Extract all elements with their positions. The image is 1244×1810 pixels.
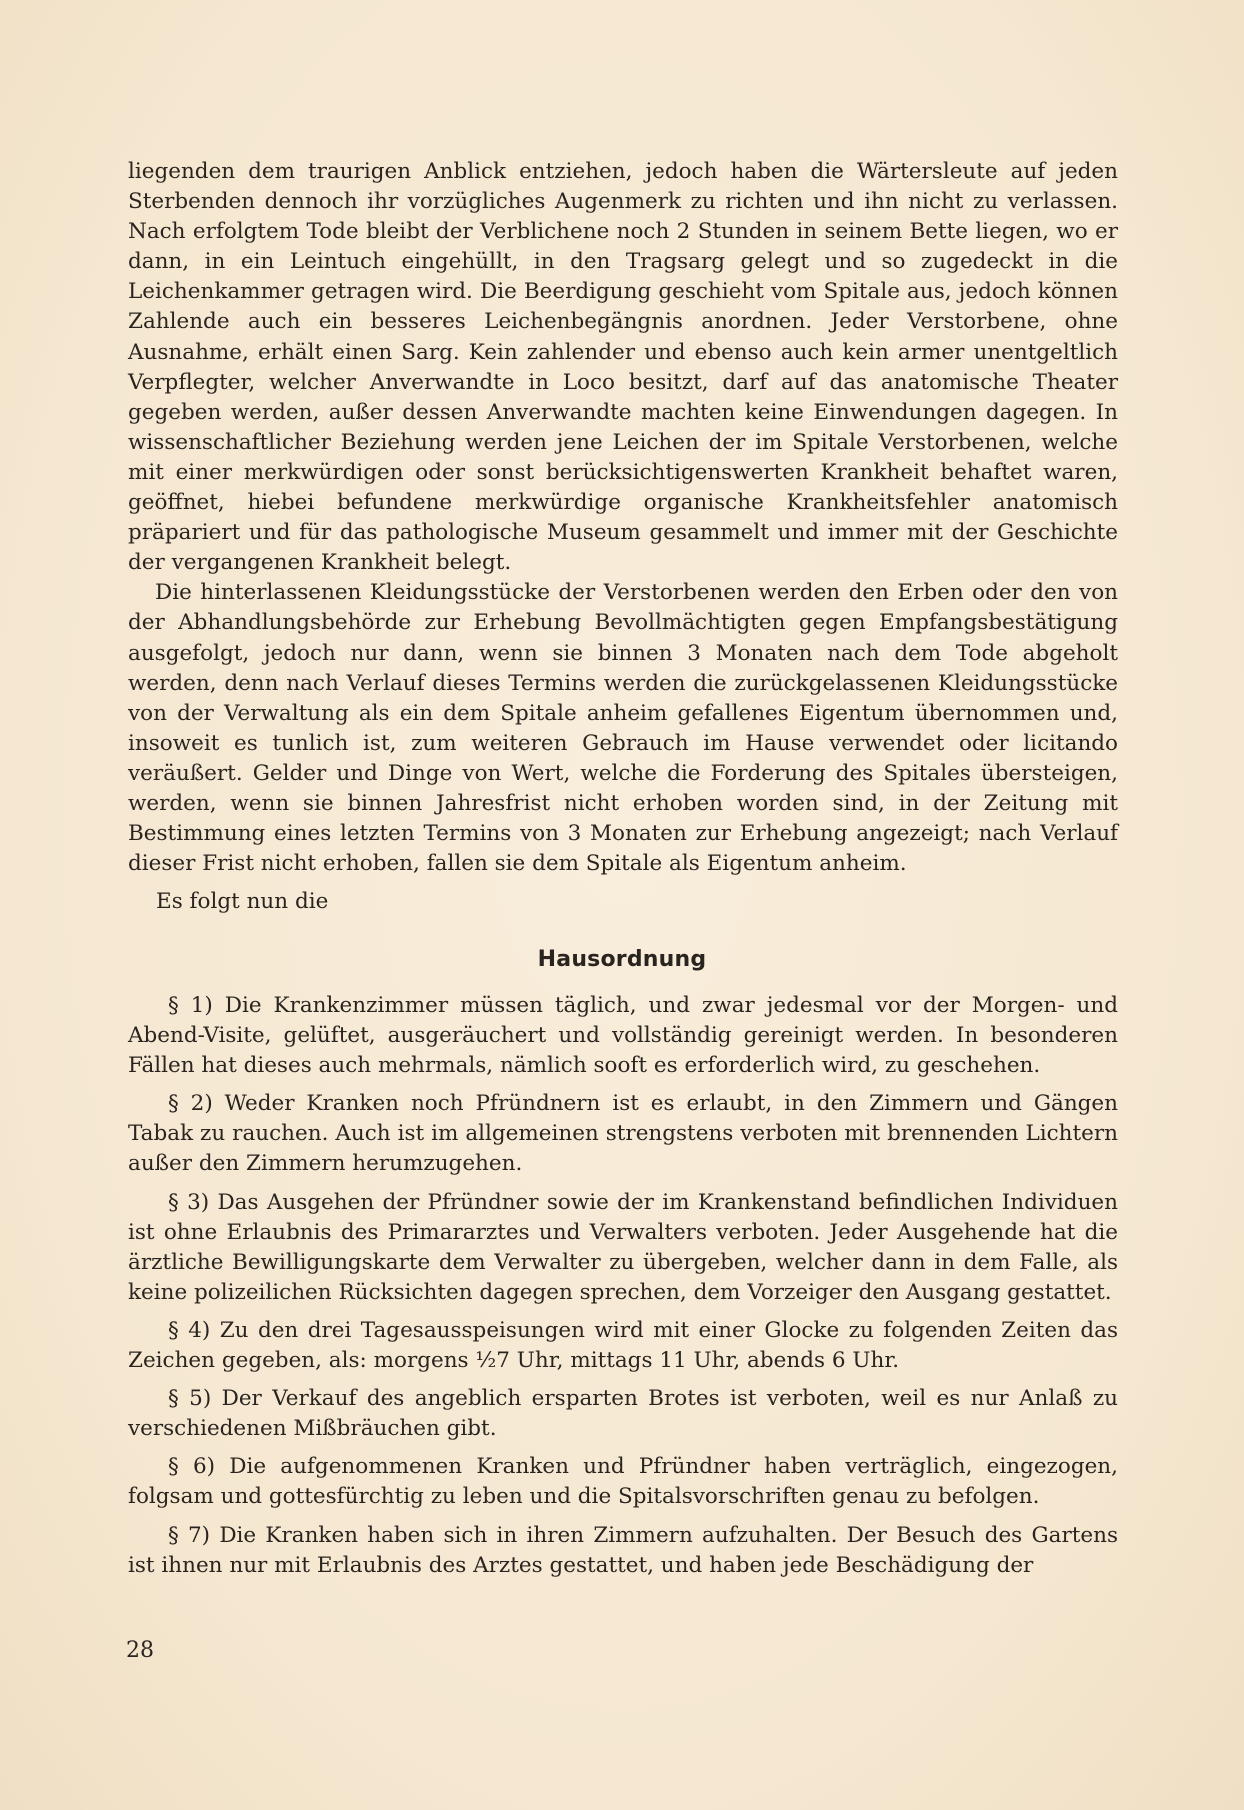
- paragraph-burial: liegenden dem traurigen Anblick entziehen, jedoch haben die Wärtersleute auf jeden Sterbenden dennoch ihr vorzügliches Augenmerk zu richten und ihn nicht zu verlassen. Nach erfolgtem Tode bleibt der Verblichene noch 2 Stunden in seinem Bette liegen, wo er dann, in ein Leintuch eingehüllt, in den Tragsarg gelegt und so zugedeckt in die Leichenkammer getragen wird. Die Beerdigung geschieht vom Spitale aus, jedoch können Zahlende auch ein besseres Leichenbegängnis anordnen. Jeder Verstorbene, ohne Ausnahme, erhält einen Sarg. Kein zahlender und ebenso auch kein armer unentgeltlich Verpflegter, welcher Anverwandte in Loco besitzt, darf auf das anatomische Theater gegeben werden, außer dessen Anverwandte machten keine Einwendungen dagegen. In wissenschaftlicher Beziehung werden jene Leichen der im Spitale Verstorbenen, welche mit einer merkwürdigen oder sonst berücksichtigenswerten Krankheit behaftet waren, geöffnet, hiebei befundene merkwürdige organische Krankheitsfehler anatomisch präpariert und für das pathologische Museum gesammelt und immer mit der Geschichte der vergangenen Krankheit belegt.: [128, 159, 1118, 576]
- body-text: [128, 157, 1118, 879]
- section-heading: Hausordnung: [537, 947, 707, 972]
- rule-5: § 5) Der Verkauf des angeblich ersparten Brotes ist verboten, weil es nur Anlaß zu verschiedenen Mißbräuchen gibt.: [128, 1386, 1118, 1442]
- page-number: 28: [126, 1638, 154, 1663]
- intro-line: Es folgt nun die: [156, 889, 329, 914]
- rule-1: § 1) Die Krankenzimmer müssen täglich, und zwar jedesmal vor der Morgen- und Abend-Visite, gelüftet, ausgeräuchert und vollständig gereinigt werden. In besonderen Fällen hat dieses auch mehrmals, nämlich sooft es erforderlich wird, zu geschehen.: [128, 993, 1118, 1079]
- house-rules: [128, 991, 1118, 1589]
- rule-3: § 3) Das Ausgehen der Pfründner sowie der im Krankenstand befindlichen Individuen ist ohne Erlaubnis des Primararztes und Verwalters verboten. Jeder Ausgehende hat die ärztliche Bewilligungskarte dem Verwalter zu übergeben, welcher dann in dem Falle, als keine polizeilichen Rücksichten dagegen sprechen, dem Vorzeiger den Ausgang gestattet.: [128, 1189, 1118, 1305]
- rule-6: § 6) Die aufgenommenen Kranken und Pfründner haben verträglich, eingezogen, folgsam und gottesfürchtig zu leben und die Spitalsvorschriften genau zu befolgen.: [128, 1454, 1118, 1510]
- paragraph-belongings: Die hinterlassenen Kleidungsstücke der Verstorbenen werden den Erben oder den von der Abhandlungsbehörde zur Erhebung Bevollmächtigten gegen Empfangsbestätigung ausgefolgt, jedoch nur dann, wenn sie binnen 3 Monaten nach dem Tode abgeholt werden, denn nach Verlauf dieses Termins werden die zurückgelassenen Kleidungsstücke von der Verwaltung als ein dem Spitale anheim gefallenes Eigentum übernommen und, insoweit es tunlich ist, zum weiteren Gebrauch im Hause verwendet oder licitando veräußert. Gelder und Dinge von Wert, welche die Forderung des Spitales übersteigen, werden, wenn sie binnen Jahresfrist nicht erhoben worden sind, in der Zeitung mit Bestimmung eines letzten Termins von 3 Monaten zur Erhebung angezeigt; nach Verlauf dieser Frist nicht erhoben, fallen sie dem Spitale als Eigentum anheim.: [128, 580, 1118, 877]
- rule-2: § 2) Weder Kranken noch Pfründnern ist es erlaubt, in den Zimmern und Gängen Tabak zu rauchen. Auch ist im allgemeinen strengstens verboten mit brennenden Lichtern außer den Zimmern herumzugehen.: [128, 1091, 1118, 1177]
- rule-7: § 7) Die Kranken haben sich in ihren Zimmern aufzuhalten. Der Besuch des Gartens ist ihnen nur mit Erlaubnis des Arztes gestattet, und haben jede Beschädigung der: [128, 1522, 1118, 1578]
- rule-4: § 4) Zu den drei Tagesausspeisungen wird mit einer Glocke zu folgenden Zeiten das Zeichen gegeben, als: morgens ½7 Uhr, mittags 11 Uhr, abends 6 Uhr.: [128, 1317, 1118, 1374]
